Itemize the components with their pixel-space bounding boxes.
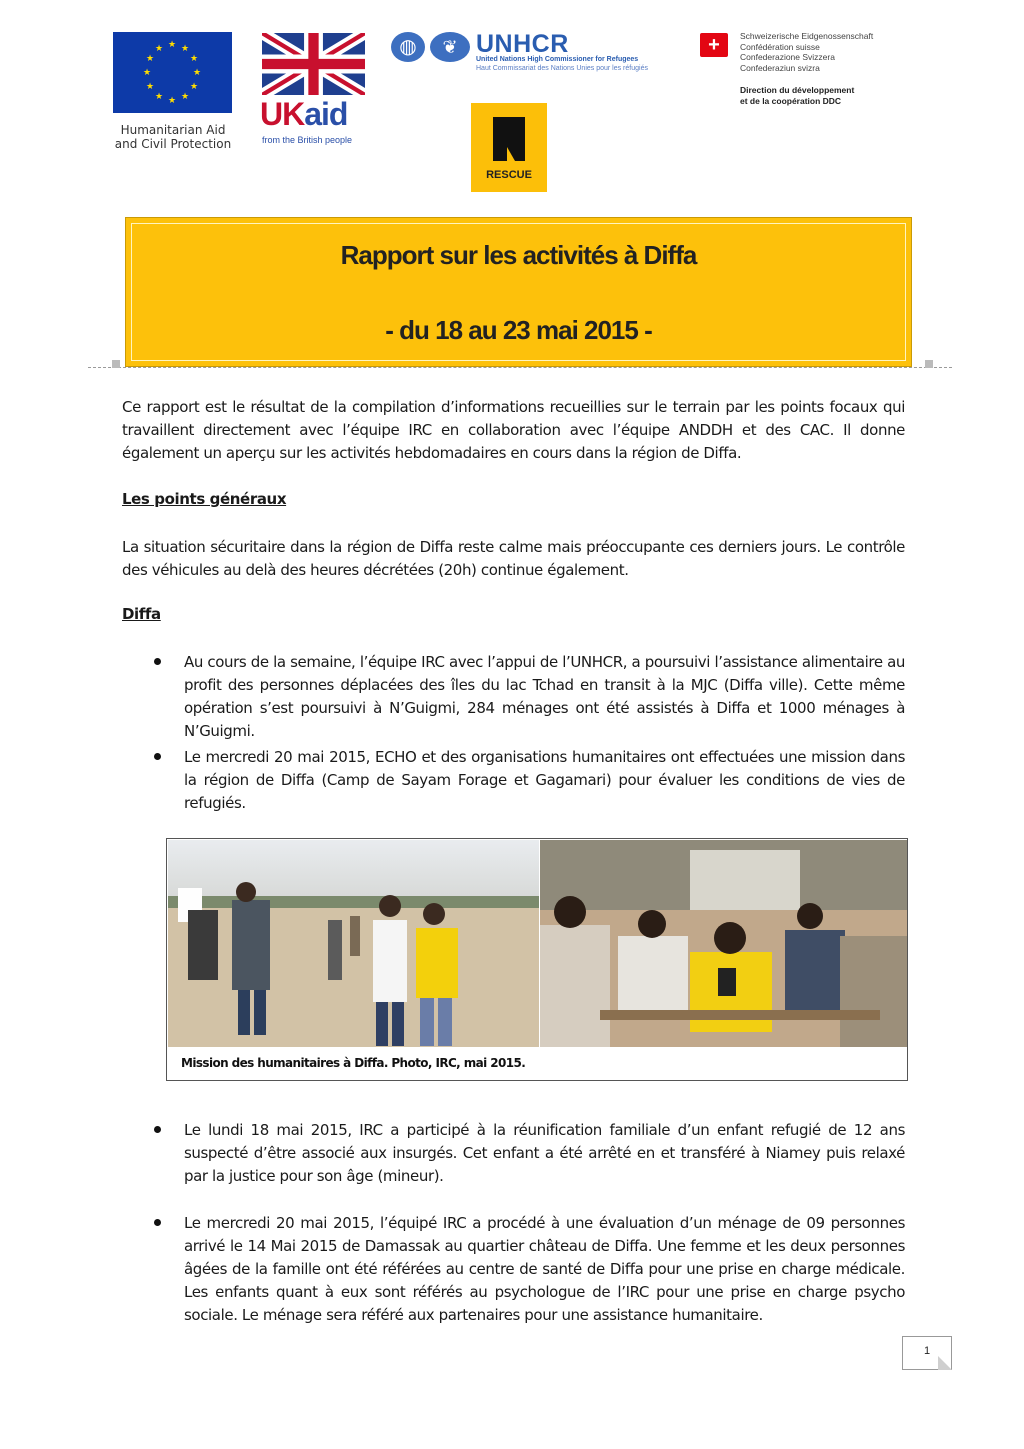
swiss-line4: Confederaziun svizra xyxy=(740,62,820,73)
intro-paragraph: Ce rapport est le résultat de la compilation d’informations recueillies sur le terrain par les points focaux qui travaillent directement avec l’équipe IRC en collaboration avec l’équipe ANDDH et des CAC. Il donne également un aperçu sur les activités hebdomadaires en cours dans la région de Diffa. xyxy=(122,398,905,462)
page-curl-icon xyxy=(938,1356,952,1370)
irc-logo xyxy=(471,103,547,192)
ukaid-uk: UK xyxy=(260,96,305,132)
ukaid-tagline: from the British people xyxy=(262,135,353,145)
swiss-line1: Schweizerische Eidgenossenschaft xyxy=(740,31,874,41)
union-jack-logo xyxy=(262,33,365,95)
eu-logo-caption xyxy=(108,123,238,151)
bullet-marker xyxy=(154,753,161,760)
report-title: Rapport sur les activités à Diffa xyxy=(340,240,697,270)
mission-photo-left xyxy=(168,840,539,1047)
banner-divider xyxy=(88,367,952,368)
irc-logo-text: RESCUE xyxy=(486,169,532,181)
swiss-line2: Confédération suisse xyxy=(740,41,820,52)
page-number-box xyxy=(902,1336,952,1370)
mission-photo-right xyxy=(540,840,907,1047)
report-dates: - du 18 au 23 mai 2015 - xyxy=(385,315,652,345)
photo-figure xyxy=(166,838,908,1081)
section-heading-general: Les points généraux xyxy=(122,490,287,508)
swiss-confederation-text xyxy=(740,31,873,73)
unhcr-subtitle-fr: Haut Commissariat des Nations Unies pour les réfugiés xyxy=(476,65,648,72)
unhcr-wordmark: UNHCR xyxy=(476,30,569,58)
unhcr-subtitle-en: United Nations High Commissioner for Refugees xyxy=(476,56,639,63)
swiss-line3: Confederazione Svizzera xyxy=(740,52,835,62)
page-number: 1 xyxy=(923,1345,931,1357)
general-paragraph: La situation sécuritaire dans la région de Diffa reste calme mais préoccupante ces derniers jours. Le contrôle des véhicules au delà des heures décrétées (20h) continue également. xyxy=(122,538,905,579)
swiss-ddc-line1: Direction du développement xyxy=(740,85,855,95)
ukaid-aid: aid xyxy=(304,96,348,132)
eu-flag-logo: ★ ★ ★ ★ ★ ★ ★ ★ ★ ★ ★ ★ xyxy=(113,32,232,113)
bullet-marker xyxy=(154,1126,161,1133)
eu-caption-line1: Humanitarian Aid xyxy=(120,123,226,137)
bullet-item: Au cours de la semaine, l’équipe IRC avec l’appui de l’UNHCR, a poursuivi l’assistance alimentaire au profit des personnes déplacées des îles du lac Tchad en transit à la MJC (Diffa ville). Cette même opération s’est poursuivi à N’Guigmi, 284 ménages ont été assistés à Diffa et 1000 ménages à N’Guigmi. xyxy=(184,653,905,740)
ukaid-wordmark xyxy=(260,96,347,132)
swiss-cross-icon: + xyxy=(700,33,728,57)
swiss-ddc-text xyxy=(740,85,854,106)
irc-mark-icon xyxy=(493,117,525,161)
swiss-ddc-line2: et de la coopération DDC xyxy=(740,95,842,106)
divider-tick-left xyxy=(112,360,120,368)
divider-tick-right xyxy=(925,360,933,368)
un-emblem-icon: ◍ xyxy=(391,32,425,62)
section-heading-diffa: Diffa xyxy=(122,605,161,623)
photo-caption: Mission des humanitaires à Diffa. Photo, IRC, mai 2015. xyxy=(181,1056,526,1070)
bullet-marker xyxy=(154,658,161,665)
bullet-marker xyxy=(154,1219,161,1226)
bullet-item: Le mercredi 20 mai 2015, ECHO et des organisations humanitaires ont effectuées une mission dans la région de Diffa (Camp de Sayam Forage et Gagamari) pour évaluer les conditions de vies de refugiés. xyxy=(184,748,905,812)
eu-caption-line2: and Civil Protection xyxy=(114,137,232,151)
bullet-item: Le lundi 18 mai 2015, IRC a participé à la réunification familiale d’un enfant refugié de 12 ans suspecté d’être associé aux insurgés. Cet enfant a été arrêté en et transféré à Niamey puis relaxé par la justice pour son âge (mineur). xyxy=(184,1121,905,1185)
bullet-item: Le mercredi 20 mai 2015, l’équipé IRC a procédé à une évaluation d’un ménage de 09 personnes arrivé le 14 Mai 2015 de Damassak au quartier château de Diffa. Une femme et les deux personnes âgées de la famille ont été référées au centre de santé de Diffa pour une prise en charge médicale. Les enfants quant à eux sont référés au psychologue de l’IRC pour une prise en charge psycho sociale. Le ménage sera référé aux partenaires pour une assistance humanitaire. xyxy=(184,1214,905,1324)
title-banner xyxy=(125,217,912,367)
unhcr-emblem-icon: ❦ xyxy=(430,32,470,62)
